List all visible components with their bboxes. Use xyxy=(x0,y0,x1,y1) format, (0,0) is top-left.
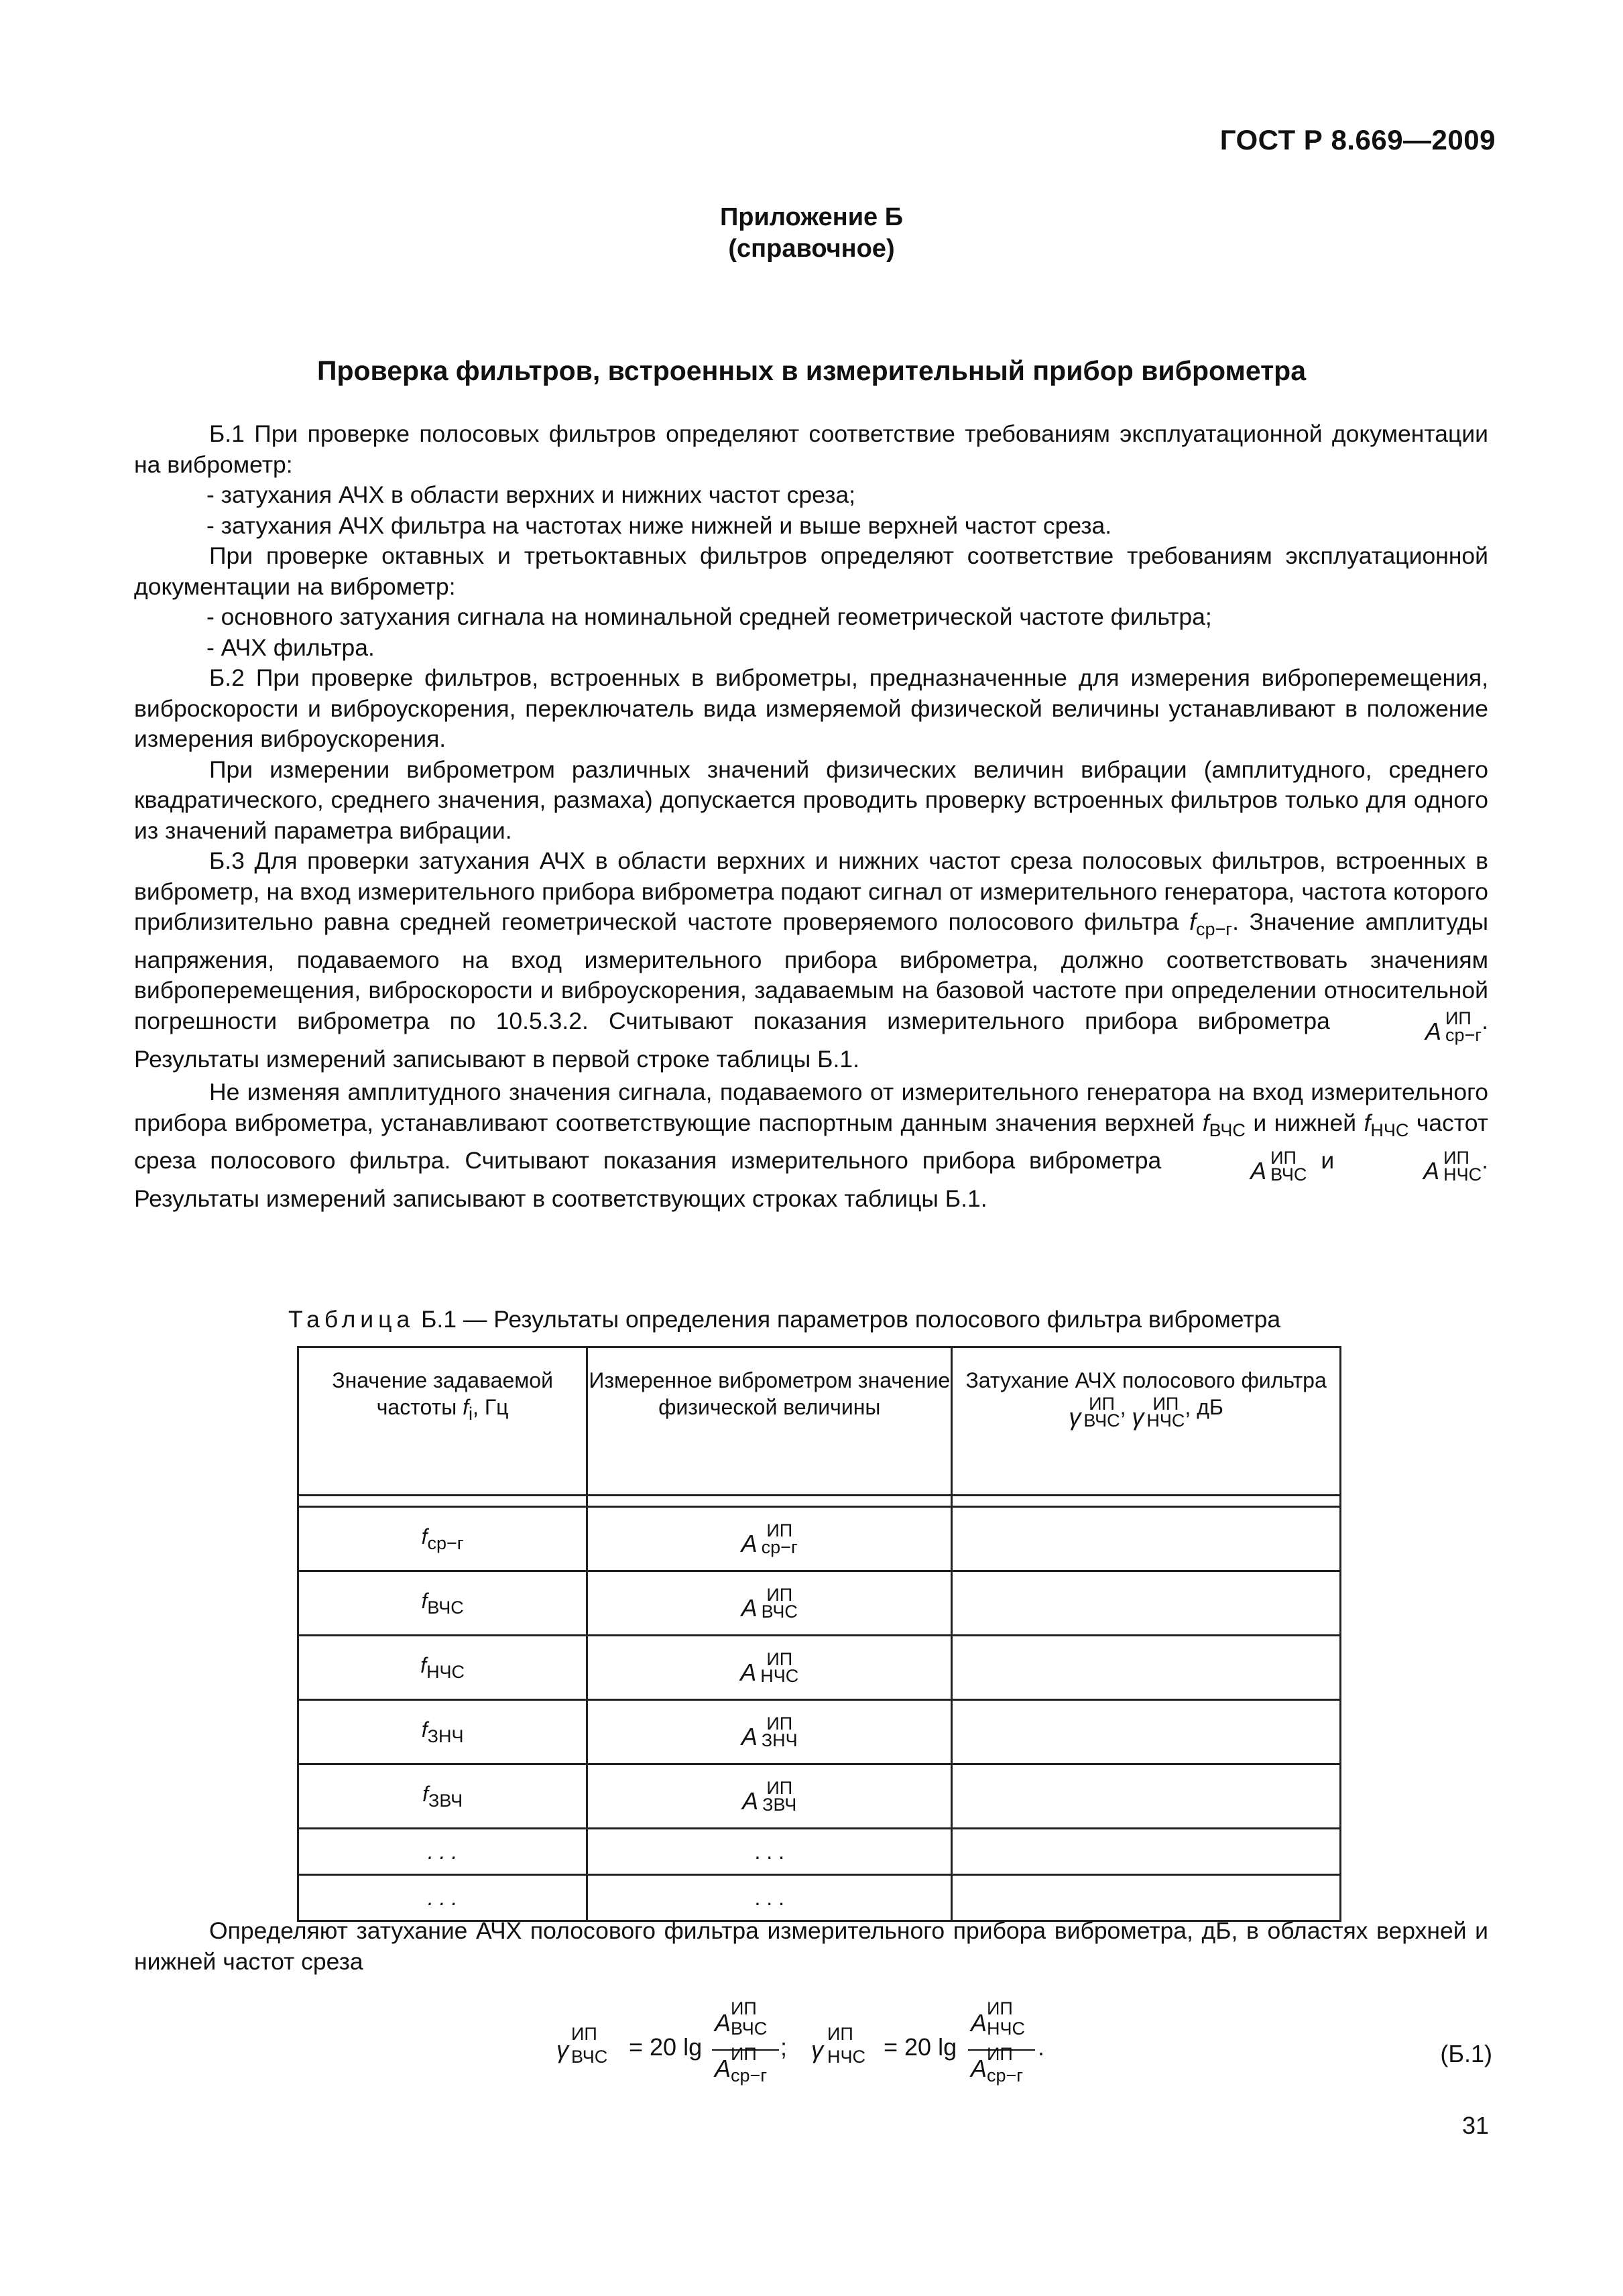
equation-number: (Б.1) xyxy=(1440,2040,1492,2067)
results-table xyxy=(297,1346,1341,1922)
paragraph-b2: Б.2 При проверке фильтров, встроенных в виброметры, предназначенные для измерения виброперемещения, виброскорости и виброускорения, переключатель вида измеряемой физической величины устанавливают в положение измерения виброускорения. xyxy=(134,664,1488,752)
list-item: - затухания АЧХ фильтра на частотах ниже нижней и выше верхней частот среза. xyxy=(206,511,1112,539)
list-item: - АЧХ фильтра. xyxy=(206,633,375,661)
table-caption: Таблица Б.1 — Результаты определения параметров полосового фильтра виброметра xyxy=(288,1306,1281,1333)
appendix-type: (справочное) xyxy=(728,235,895,263)
paragraph-b2-2: При измерении виброметром различных значений физических величин вибрации (амплитудного, среднего квадратического, среднего значения, размаха) допускается проводить проверку встроенных фильтров только для одного из значений параметра вибрации. xyxy=(134,756,1488,844)
paragraph-b3: Б.3 Для проверки затухания АЧХ в области верхних и нижних частот среза полосовых фильтров, встроенных в виброметр, на вход измерительного прибора виброметра подают сигнал от измерительного генератора, частота которого приблизительно равна средней геометрической частоте проверяемого полосового фильтра $f_{ср-г}$. Значение амплитуды напряжения, подаваемого на вход измерительного прибора виброметра, должно соответствовать значениям виброперемещения, виброскорости и виброускорения, задаваемым на базовой частоте при определении относительной погрешности виброметра по 10.5.3.2. Считывают показания измерительного прибора виброметра A ИП ср−г . Результаты измерений записывают в первой строке таблицы Б.1. xyxy=(134,847,1488,1073)
section-title: Проверка фильтров, встроенных в измерительный прибор виброметра xyxy=(316,355,1307,386)
list-item: - затухания АЧХ в области верхних и нижних частот среза; xyxy=(206,481,855,508)
table-row: . . . . . . xyxy=(298,1875,1341,1921)
paragraph-b1: Б.1 При проверке полосовых фильтров определяют соответствие требованиям эксплуатационной документации на виброметр: xyxy=(134,420,1488,478)
table-row: $f_{ЗНЧ}$ A ИП ЗНЧ xyxy=(298,1700,1341,1764)
table-row: $f_{НЧС}$ A ИП НЧС xyxy=(298,1636,1341,1700)
table-row: $f_{ВЧС}$ A ИП ВЧС xyxy=(298,1571,1341,1636)
table-header-measured: Измеренное виброметром значение физической величины xyxy=(587,1347,952,1496)
table-header-attenuation: Затухание АЧХ полосового фильтра γ ИП ВЧС , γ ИП НЧС , дБ xyxy=(952,1347,1341,1496)
table-row: $f_{ср-г}$ A ИП ср−г xyxy=(298,1507,1341,1571)
symbol-a-ip-sr-g: A ИП ср−г xyxy=(1425,1008,1482,1045)
paragraph-b3-2: Не изменяя амплитудного значения сигнала, подаваемого от измерительного генератора на вход измерительного прибора виброметра, устанавливают соответствующие паспортным данным значения верхней $f_{ВЧС}$ и нижней $f_{НЧС}$ частот среза полосового фильтра. Считывают показания измерительного прибора виброметра A ИП ВЧС и A ИП НЧС . Результаты измерений записывают в соответствующих строках таблицы Б.1. xyxy=(134,1079,1488,1212)
page-number: 31 xyxy=(1461,2112,1489,2139)
paragraph-octave: При проверке октавных и третьоктавных фильтров определяют соответствие требованиям эксплуатационной документации на виброметр: xyxy=(134,542,1488,600)
list-item: - основного затухания сигнала на номинальной средней геометрической частоте фильтра; xyxy=(206,603,1212,630)
table-row: $f_{ЗВЧ}$ A ИП ЗВЧ xyxy=(298,1764,1341,1829)
appendix-label: Приложение Б xyxy=(719,203,904,231)
formula-b1: γ ИП ВЧС = 20 lg A ИП ВЧС A ИП ср−г ; γ ИП НЧС = 20 lg A ИП НЧС A ИП ср−г . xyxy=(556,1998,1045,2086)
after-table-text: Определяют затухание АЧХ полосового фильтра измерительного прибора виброметра, дБ, в областях верхней и нижней частот среза xyxy=(134,1917,1488,1975)
body-text xyxy=(134,419,1488,1215)
symbol-a-ip-nchs: A ИП НЧС xyxy=(1423,1148,1482,1185)
table-header-frequency: Значение задаваемой частоты $f_i$, Гц xyxy=(298,1347,587,1496)
symbol-a-ip-vchs: A ИП ВЧС xyxy=(1250,1148,1307,1185)
table-row: . . . . . . xyxy=(298,1829,1341,1875)
standard-code: ГОСТ Р 8.669—2009 xyxy=(1219,124,1496,156)
